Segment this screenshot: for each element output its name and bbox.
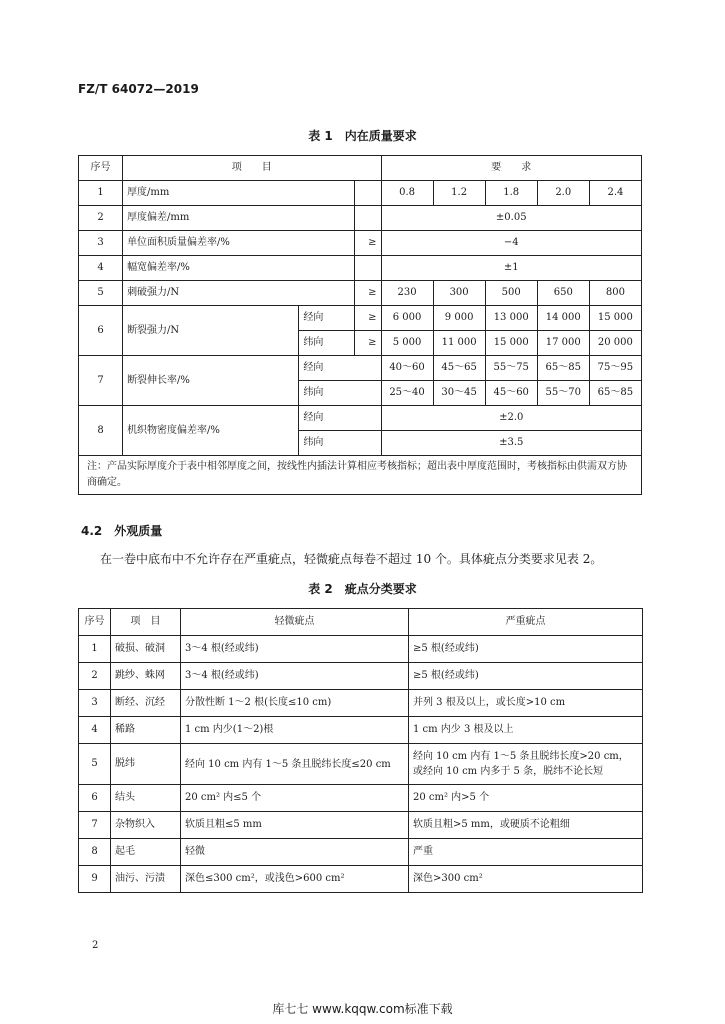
- table-note: 注：产品实际厚度介于表中相邻厚度之间，按线性内插法计算相应考核指标；超出表中厚度范围时，考核指标由供需双方协商确定。: [79, 456, 642, 495]
- cell-value: 1.8: [485, 181, 537, 206]
- table-row: [79, 785, 643, 812]
- table-header-row: [79, 609, 643, 636]
- cell-item: 脱纬: [111, 744, 181, 785]
- cell-minor: 3～4 根(经或纬): [181, 636, 409, 663]
- cell-minor: 轻微: [181, 839, 409, 866]
- cell-direction: 纬向: [299, 331, 355, 356]
- cell-sym: ≥: [355, 331, 381, 356]
- table-row: [79, 839, 643, 866]
- table-row: [79, 206, 642, 231]
- cell-value: 55～70: [537, 381, 589, 406]
- cell-minor: 分散性断 1～2 根(长度≤10 cm): [181, 690, 409, 717]
- cell-value: 55～75: [485, 356, 537, 381]
- quality-table: [78, 155, 642, 495]
- cell-severe: ≥5 根(经或纬): [409, 663, 643, 690]
- cell-value: 9 000: [433, 306, 485, 331]
- cell-value: 45～60: [485, 381, 537, 406]
- cell-minor: 1 cm 内少(1～2)根: [181, 717, 409, 744]
- table-row: [79, 812, 643, 839]
- cell-item: 断裂强力/N: [123, 306, 299, 356]
- table-row: [79, 690, 643, 717]
- table-row: [79, 717, 643, 744]
- header-no: 序号: [79, 156, 123, 181]
- cell-severe: 经向 10 cm 内有 1～5 条且脱纬长度>20 cm，或经向 10 cm 内多于 5 条，脱纬不论长短: [409, 744, 643, 785]
- cell-value: 15 000: [485, 331, 537, 356]
- table-row: [79, 306, 642, 331]
- table-row: [79, 663, 643, 690]
- cell-direction: 经向: [299, 356, 381, 381]
- section-heading: [81, 522, 162, 539]
- cell-value: 30～45: [433, 381, 485, 406]
- table2-title: 表 2 疵点分类要求: [308, 582, 417, 596]
- defect-table: [78, 608, 643, 893]
- table-note-row: [79, 456, 642, 495]
- cell-no: 8: [79, 839, 111, 866]
- cell-item: 起毛: [111, 839, 181, 866]
- cell-item: 幅宽偏差率/%: [123, 256, 355, 281]
- cell-value: −4: [381, 231, 642, 256]
- cell-sym: ≥: [355, 281, 381, 306]
- cell-item: 厚度/mm: [123, 181, 355, 206]
- header-item: 项 目: [123, 156, 381, 181]
- cell-value: 2.0: [537, 181, 589, 206]
- cell-item: 油污、污渍: [111, 866, 181, 893]
- cell-severe: 严重: [409, 839, 643, 866]
- table-row: [79, 406, 642, 431]
- header-no: 序号: [79, 609, 111, 636]
- cell-value: 2.4: [589, 181, 641, 206]
- cell-item: 稀路: [111, 717, 181, 744]
- cell-item: 刺破强力/N: [123, 281, 355, 306]
- cell-no: 2: [79, 206, 123, 231]
- cell-no: 3: [79, 690, 111, 717]
- cell-severe: 1 cm 内少 3 根及以上: [409, 717, 643, 744]
- standard-number: FZ/T 64072—2019: [78, 82, 199, 96]
- cell-severe: 并列 3 根及以上，或长度>10 cm: [409, 690, 643, 717]
- cell-sym: ≥: [355, 231, 381, 256]
- cell-direction: 纬向: [299, 381, 381, 406]
- cell-value: 45～65: [433, 356, 485, 381]
- section-title: 外观质量: [114, 524, 163, 538]
- cell-no: 4: [79, 717, 111, 744]
- table-row: [79, 356, 642, 381]
- cell-value: ±0.05: [381, 206, 642, 231]
- cell-no: 4: [79, 256, 123, 281]
- cell-minor: 深色≤300 cm²，或浅色>600 cm²: [181, 866, 409, 893]
- cell-direction: 经向: [299, 306, 355, 331]
- cell-value: 5 000: [381, 331, 433, 356]
- table-row: [79, 256, 642, 281]
- cell-sym: [355, 256, 381, 281]
- cell-item: 机织物密度偏差率/%: [123, 406, 299, 456]
- table-row: [79, 231, 642, 256]
- table-header-row: [79, 156, 642, 181]
- cell-minor: 3～4 根(经或纬): [181, 663, 409, 690]
- cell-no: 9: [79, 866, 111, 893]
- cell-severe: 20 cm² 内>5 个: [409, 785, 643, 812]
- table1-title: 表 1 内在质量要求: [308, 129, 417, 143]
- cell-value: 0.8: [381, 181, 433, 206]
- cell-value: 13 000: [485, 306, 537, 331]
- cell-direction: 经向: [299, 406, 381, 431]
- header-req: 要 求: [381, 156, 642, 181]
- cell-value: 40～60: [381, 356, 433, 381]
- cell-severe: 软质且粗>5 mm，或硬质不论粗细: [409, 812, 643, 839]
- cell-value: 65～85: [589, 381, 641, 406]
- cell-value: 800: [589, 281, 641, 306]
- cell-no: 6: [79, 785, 111, 812]
- cell-item: 杂物织入: [111, 812, 181, 839]
- cell-item: 单位面积质量偏差率/%: [123, 231, 355, 256]
- cell-value: 650: [537, 281, 589, 306]
- cell-value: ±2.0: [381, 406, 642, 431]
- cell-value: 15 000: [589, 306, 641, 331]
- cell-sym: ≥: [355, 306, 381, 331]
- table-row: [79, 181, 642, 206]
- page-number: 2: [92, 940, 99, 951]
- cell-value: 6 000: [381, 306, 433, 331]
- footer-watermark: 库七七 www.kqqw.com标准下载: [272, 1002, 453, 1016]
- cell-value: ±3.5: [381, 431, 642, 456]
- table-row: [79, 744, 643, 785]
- cell-value: 500: [485, 281, 537, 306]
- cell-value: 11 000: [433, 331, 485, 356]
- cell-severe: ≥5 根(经或纬): [409, 636, 643, 663]
- cell-no: 8: [79, 406, 123, 456]
- cell-value: 1.2: [433, 181, 485, 206]
- cell-minor: 20 cm² 内≤5 个: [181, 785, 409, 812]
- cell-sym: [355, 206, 381, 231]
- cell-no: 5: [79, 744, 111, 785]
- header-item: 项 目: [111, 609, 181, 636]
- table-row: [79, 866, 643, 893]
- cell-item: 厚度偏差/mm: [123, 206, 355, 231]
- cell-no: 3: [79, 231, 123, 256]
- cell-value: 25～40: [381, 381, 433, 406]
- cell-item: 断经、沉经: [111, 690, 181, 717]
- cell-no: 1: [79, 636, 111, 663]
- cell-value: 17 000: [537, 331, 589, 356]
- body-paragraph: 在一卷中底布中不允许存在严重疵点，轻微疵点每卷不超过 10 个。具体疵点分类要求见表 2。: [100, 552, 603, 566]
- cell-direction: 纬向: [299, 431, 381, 456]
- header-minor: 轻微疵点: [181, 609, 409, 636]
- cell-no: 7: [79, 356, 123, 406]
- cell-item: 破损、破洞: [111, 636, 181, 663]
- cell-value: 300: [433, 281, 485, 306]
- cell-value: 230: [381, 281, 433, 306]
- cell-value: 20 000: [589, 331, 641, 356]
- section-number: 4.2: [81, 524, 103, 538]
- cell-minor: 经向 10 cm 内有 1～5 条且脱纬长度≤20 cm: [181, 744, 409, 785]
- cell-minor: 软质且粗≤5 mm: [181, 812, 409, 839]
- table-row: [79, 636, 643, 663]
- cell-item: 结头: [111, 785, 181, 812]
- cell-severe: 深色>300 cm²: [409, 866, 643, 893]
- cell-no: 7: [79, 812, 111, 839]
- table-row: [79, 281, 642, 306]
- cell-value: 65～85: [537, 356, 589, 381]
- cell-no: 6: [79, 306, 123, 356]
- cell-sym: [355, 181, 381, 206]
- cell-no: 1: [79, 181, 123, 206]
- cell-value: ±1: [381, 256, 642, 281]
- cell-item: 跳纱、蛛网: [111, 663, 181, 690]
- cell-no: 2: [79, 663, 111, 690]
- cell-value: 14 000: [537, 306, 589, 331]
- cell-value: 75～95: [589, 356, 641, 381]
- cell-item: 断裂伸长率/%: [123, 356, 299, 406]
- header-severe: 严重疵点: [409, 609, 643, 636]
- cell-no: 5: [79, 281, 123, 306]
